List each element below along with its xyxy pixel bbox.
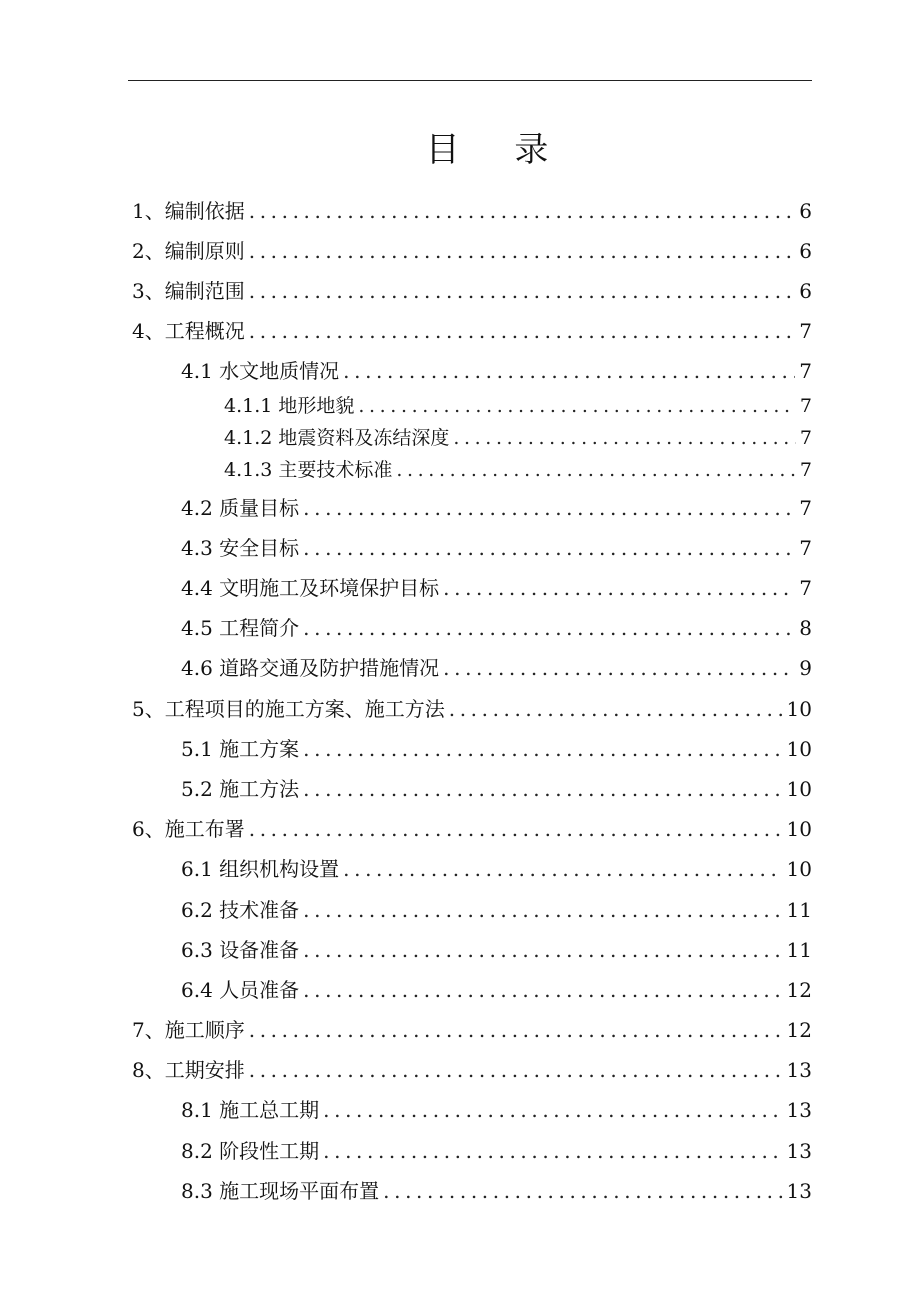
toc-page-number: 7 bbox=[799, 536, 812, 560]
toc-entry[interactable] bbox=[224, 426, 812, 450]
toc-entry[interactable] bbox=[181, 1179, 812, 1203]
toc-entry[interactable] bbox=[181, 737, 812, 761]
toc-entry[interactable] bbox=[181, 1098, 812, 1122]
toc-entry[interactable] bbox=[132, 1018, 812, 1042]
toc-entry[interactable] bbox=[181, 359, 812, 383]
toc-entry[interactable] bbox=[224, 458, 812, 482]
toc-entry[interactable] bbox=[132, 199, 812, 223]
toc-leader-dots bbox=[453, 426, 796, 450]
toc-leader-dots bbox=[303, 777, 782, 801]
toc-page-number: 13 bbox=[786, 1098, 812, 1122]
toc-page-number: 12 bbox=[786, 978, 812, 1002]
toc-entry[interactable] bbox=[181, 496, 812, 520]
toc-entry[interactable] bbox=[224, 394, 812, 418]
toc-entry-label: 1、编制依据 bbox=[132, 199, 245, 223]
toc-leader-dots bbox=[358, 394, 796, 418]
toc-entry-label: 2、编制原则 bbox=[132, 239, 245, 263]
toc-entry-label: 6.2 技术准备 bbox=[181, 898, 300, 922]
toc-page-number: 10 bbox=[786, 777, 812, 801]
toc-page-number: 10 bbox=[786, 697, 812, 721]
toc-page-number: 6 bbox=[799, 199, 812, 223]
toc-leader-dots bbox=[303, 898, 782, 922]
toc-page-number: 8 bbox=[799, 616, 812, 640]
toc-entry-label: 4、工程概况 bbox=[132, 319, 245, 343]
toc-entry-label: 4.3 安全目标 bbox=[181, 536, 300, 560]
toc-page-number: 7 bbox=[799, 576, 812, 600]
toc-entry[interactable] bbox=[181, 777, 812, 801]
toc-leader-dots bbox=[303, 938, 782, 962]
toc-entry[interactable] bbox=[132, 817, 812, 841]
toc-page-number: 10 bbox=[786, 817, 812, 841]
toc-entry-label: 5、工程项目的施工方案、施工方法 bbox=[132, 697, 445, 721]
toc-entry[interactable] bbox=[132, 319, 812, 343]
toc-leader-dots bbox=[383, 1179, 782, 1203]
toc-entry-label: 5.2 施工方法 bbox=[181, 777, 300, 801]
toc-entry[interactable] bbox=[132, 1058, 812, 1082]
toc-leader-dots bbox=[303, 496, 795, 520]
toc-page-number: 7 bbox=[799, 319, 812, 343]
toc-leader-dots bbox=[249, 1058, 783, 1082]
toc-entry[interactable] bbox=[181, 857, 812, 881]
toc-leader-dots bbox=[449, 697, 783, 721]
toc-page-number: 7 bbox=[799, 459, 812, 481]
toc-entry[interactable] bbox=[181, 938, 812, 962]
toc-leader-dots bbox=[396, 458, 796, 482]
toc-leader-dots bbox=[249, 279, 796, 303]
toc-leader-dots bbox=[343, 359, 795, 383]
toc-entry-label: 3、编制范围 bbox=[132, 279, 245, 303]
toc-entry-label: 7、施工顺序 bbox=[132, 1018, 245, 1042]
toc-leader-dots bbox=[343, 857, 782, 881]
toc-entry-label: 4.1 水文地质情况 bbox=[181, 359, 340, 383]
toc-entry[interactable] bbox=[181, 978, 812, 1002]
toc-page-number: 12 bbox=[786, 1018, 812, 1042]
toc-entry[interactable] bbox=[132, 279, 812, 303]
toc-leader-dots bbox=[443, 656, 795, 680]
toc-title: 目 录 bbox=[425, 130, 571, 170]
toc-entry-label: 8.2 阶段性工期 bbox=[181, 1139, 320, 1163]
toc-entry-label: 6、施工布署 bbox=[132, 817, 245, 841]
toc-page-number: 11 bbox=[786, 938, 812, 962]
toc-leader-dots bbox=[323, 1139, 782, 1163]
toc-entry-label: 4.2 质量目标 bbox=[181, 496, 300, 520]
toc-page-number: 7 bbox=[799, 359, 812, 383]
toc-entry[interactable] bbox=[132, 239, 812, 263]
toc-page-number: 11 bbox=[786, 898, 812, 922]
toc-leader-dots bbox=[303, 737, 782, 761]
toc-page-number: 7 bbox=[799, 395, 812, 417]
toc-leader-dots bbox=[249, 1018, 783, 1042]
toc-entry[interactable] bbox=[181, 898, 812, 922]
toc-leader-dots bbox=[443, 576, 795, 600]
toc-leader-dots bbox=[323, 1098, 782, 1122]
toc-page-number: 6 bbox=[799, 239, 812, 263]
toc-entry-label: 8、工期安排 bbox=[132, 1058, 245, 1082]
toc-entry[interactable] bbox=[181, 616, 812, 640]
toc-entry-label: 6.4 人员准备 bbox=[181, 978, 300, 1002]
toc-leader-dots bbox=[303, 978, 782, 1002]
toc-page-number: 7 bbox=[799, 427, 812, 449]
toc-leader-dots bbox=[249, 199, 796, 223]
toc-entry-label: 4.1.2 地震资料及冻结深度 bbox=[224, 427, 450, 449]
toc-entry-label: 4.4 文明施工及环境保护目标 bbox=[181, 576, 440, 600]
toc-entry-label: 8.3 施工现场平面布置 bbox=[181, 1179, 380, 1203]
toc-entry-label: 4.1.3 主要技术标准 bbox=[224, 459, 393, 481]
toc-leader-dots bbox=[303, 616, 795, 640]
toc-page-number: 13 bbox=[786, 1179, 812, 1203]
toc-entry[interactable] bbox=[181, 1139, 812, 1163]
toc-page-number: 10 bbox=[786, 737, 812, 761]
toc-leader-dots bbox=[249, 817, 783, 841]
toc-entry-label: 6.3 设备准备 bbox=[181, 938, 300, 962]
toc-leader-dots bbox=[303, 536, 795, 560]
toc-entry[interactable] bbox=[181, 576, 812, 600]
toc-entry-label: 4.5 工程简介 bbox=[181, 616, 300, 640]
toc-entry[interactable] bbox=[132, 697, 812, 721]
toc-page-number: 9 bbox=[799, 656, 812, 680]
toc-leader-dots bbox=[249, 239, 796, 263]
toc-entry[interactable] bbox=[181, 536, 812, 560]
toc-page-number: 13 bbox=[786, 1139, 812, 1163]
toc-entry-label: 8.1 施工总工期 bbox=[181, 1098, 320, 1122]
toc-entry[interactable] bbox=[181, 656, 812, 680]
toc-entry-label: 5.1 施工方案 bbox=[181, 737, 300, 761]
toc-page-number: 7 bbox=[799, 496, 812, 520]
toc-entry-label: 6.1 组织机构设置 bbox=[181, 857, 340, 881]
toc-page-number: 13 bbox=[786, 1058, 812, 1082]
toc-page-number: 10 bbox=[786, 857, 812, 881]
toc-entry-label: 4.1.1 地形地貌 bbox=[224, 395, 355, 417]
toc-entry-label: 4.6 道路交通及防护措施情况 bbox=[181, 656, 440, 680]
toc-page-number: 6 bbox=[799, 279, 812, 303]
toc-leader-dots bbox=[249, 319, 796, 343]
